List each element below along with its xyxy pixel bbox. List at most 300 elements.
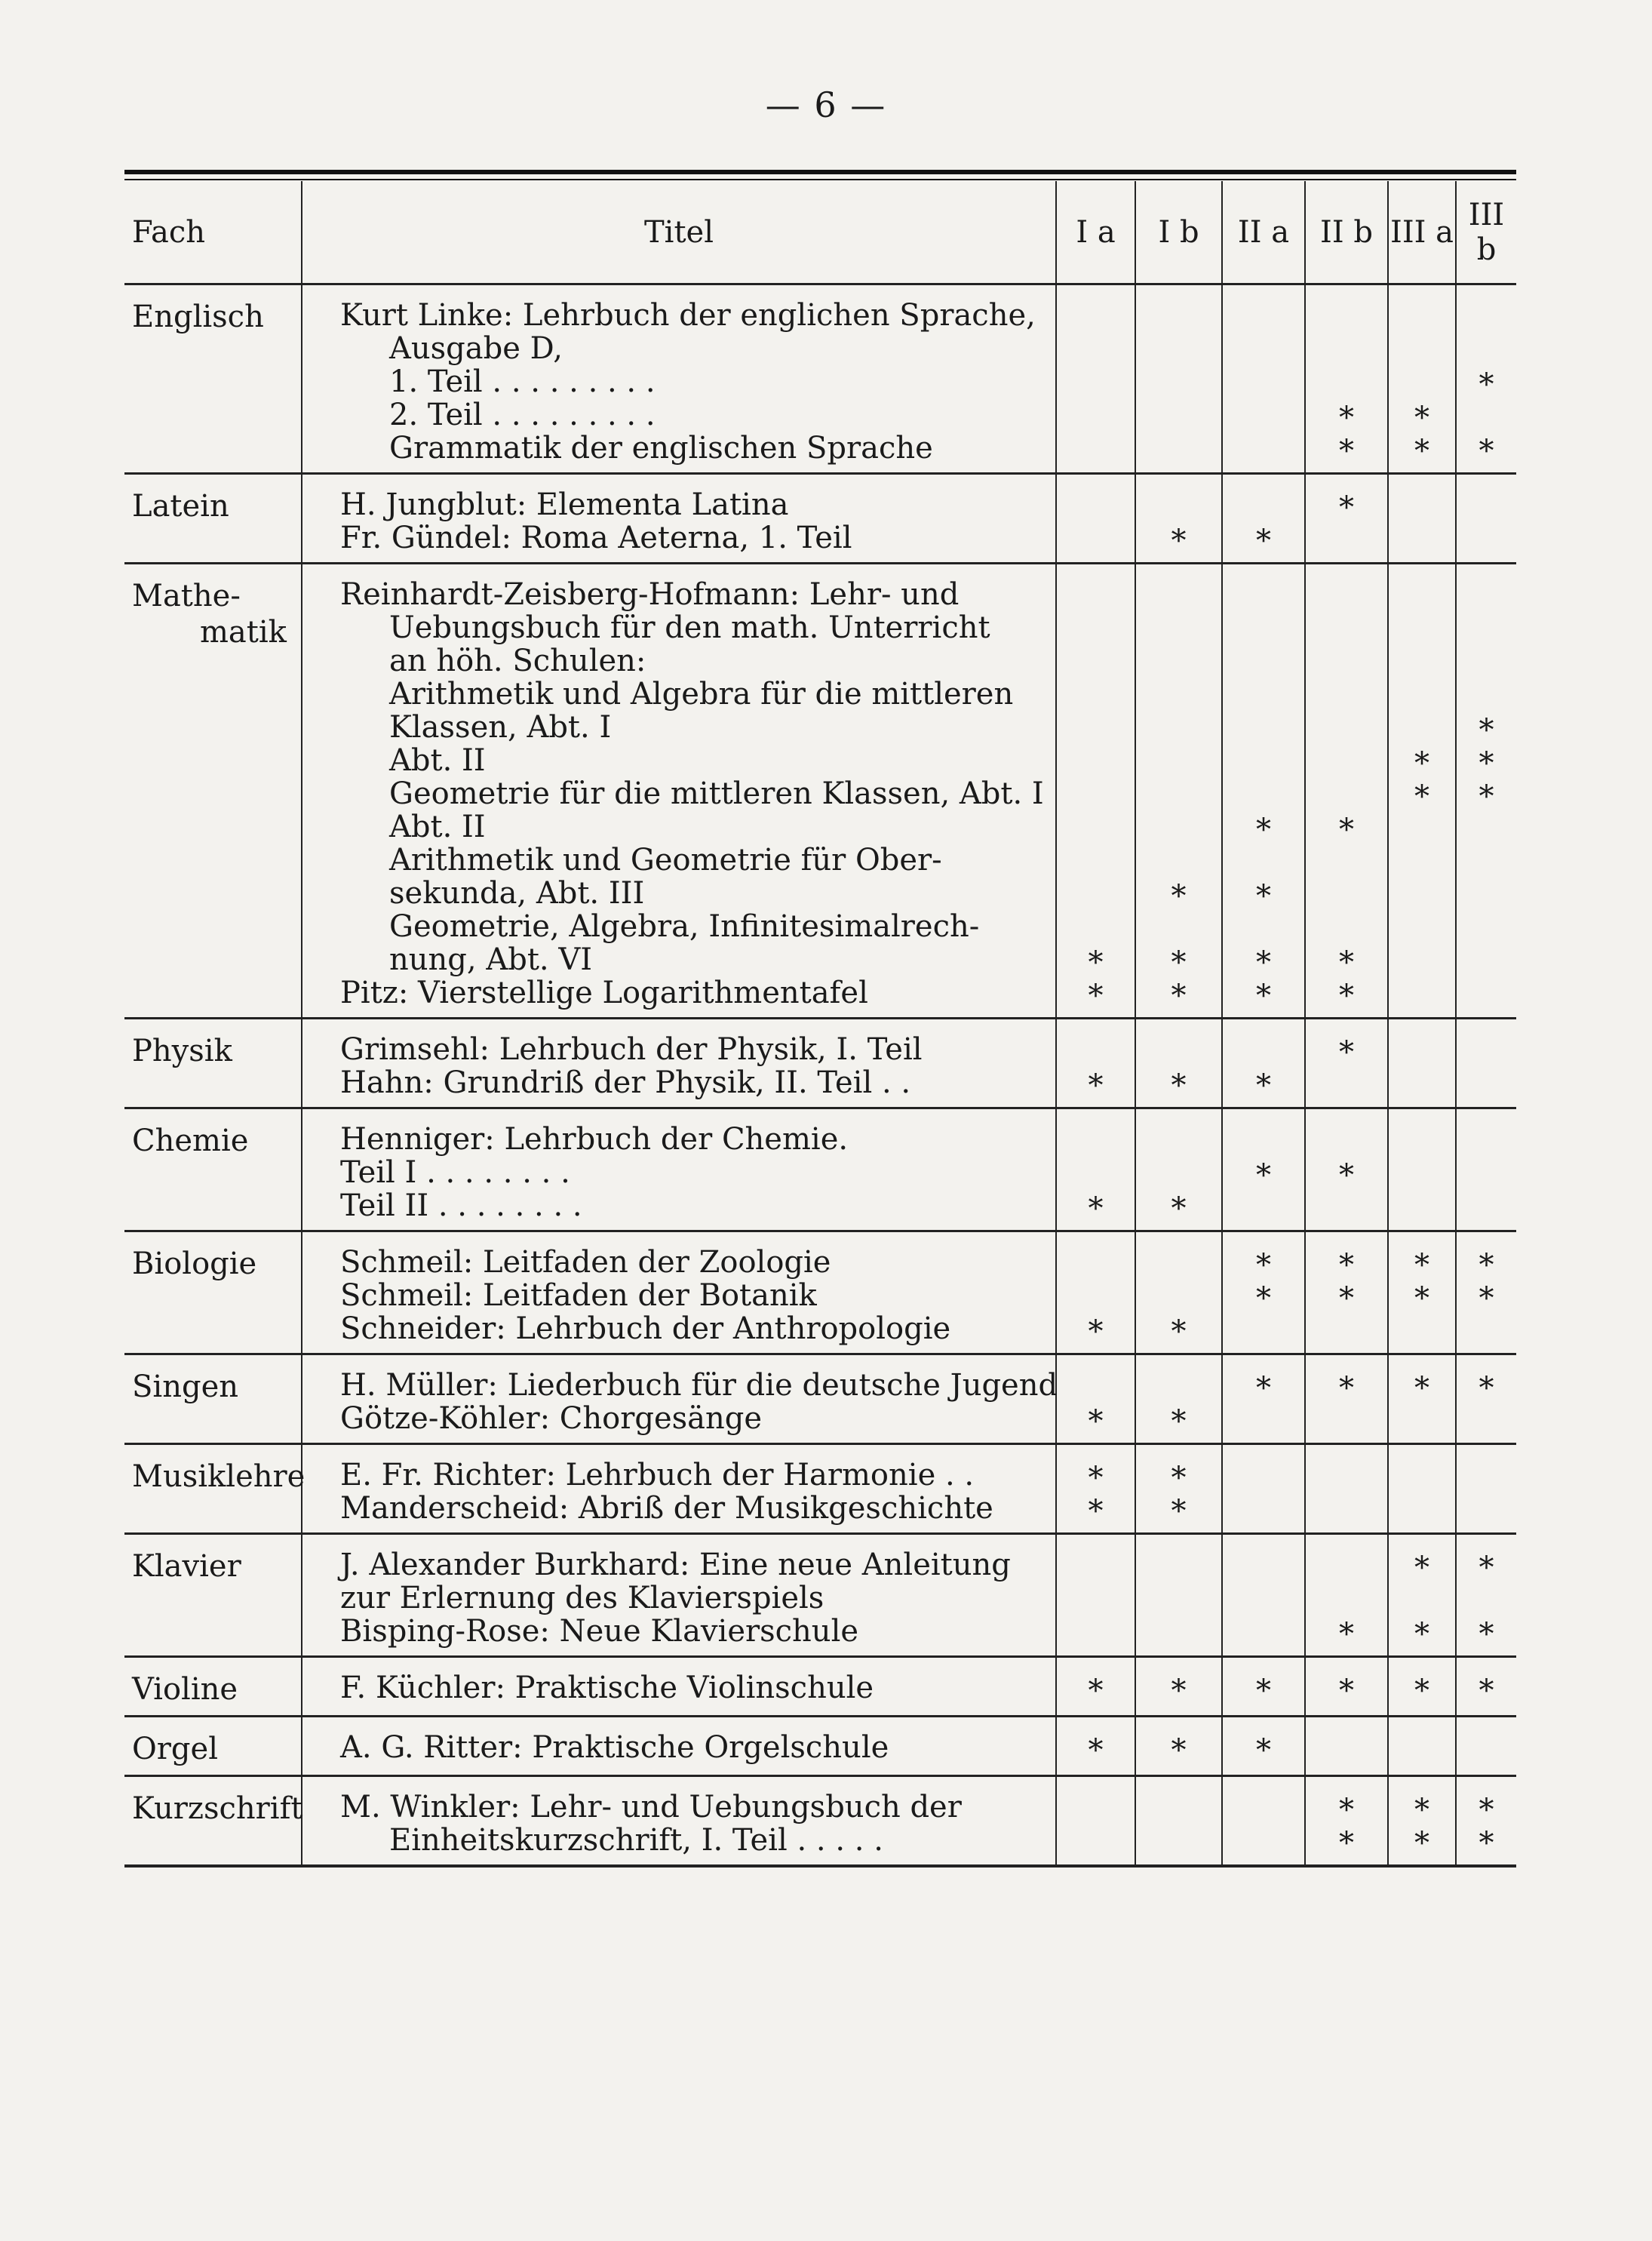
usage-mark (1136, 299, 1221, 332)
usage-mark (1457, 332, 1516, 365)
subject-name (124, 1108, 302, 1231)
usage-mark: * (1479, 1826, 1494, 1861)
usage-mark: * (1414, 1826, 1429, 1861)
usage-mark (1306, 521, 1387, 555)
usage-mark: * (1171, 1461, 1187, 1496)
usage-mark: * (1088, 1733, 1104, 1768)
usage-mark (1306, 711, 1387, 744)
usage-mark (1057, 1548, 1135, 1582)
usage-mark (1136, 1369, 1221, 1402)
usage-mark (1057, 678, 1135, 711)
usage-mark: * (1339, 813, 1354, 847)
usage-mark (1223, 1824, 1304, 1857)
usage-mark (1057, 711, 1135, 744)
usage-mark (1223, 1189, 1304, 1222)
class-column (1305, 284, 1388, 474)
usage-mark (1136, 1582, 1221, 1615)
usage-mark: * (1171, 1674, 1187, 1708)
class-column (1135, 284, 1222, 474)
usage-mark: * (1339, 1674, 1354, 1708)
class-column (1056, 474, 1135, 564)
usage-mark (1136, 1615, 1221, 1648)
usage-mark (1136, 1548, 1221, 1582)
usage-mark (1389, 1033, 1455, 1066)
class-column (1456, 1444, 1516, 1534)
usage-mark: * (1479, 1617, 1494, 1652)
table-top-rule (124, 170, 1516, 174)
usage-mark (1389, 1123, 1455, 1156)
usage-mark: * (1479, 1371, 1494, 1406)
usage-mark: * (1339, 1617, 1354, 1652)
usage-mark (1223, 1312, 1304, 1345)
class-column (1456, 1231, 1516, 1354)
usage-mark (1306, 1189, 1387, 1222)
book-title-line: H. Jungblut: Elementa Latina (340, 487, 789, 522)
usage-mark (1389, 1312, 1455, 1345)
usage-mark (1057, 1033, 1135, 1066)
subject-name-part: Biologie (132, 1247, 257, 1281)
class-column (1305, 1717, 1388, 1776)
usage-mark (1306, 1459, 1387, 1492)
usage-mark: * (1171, 1733, 1187, 1768)
class-column (1388, 1657, 1456, 1717)
usage-mark (1223, 1402, 1304, 1435)
class-column (1456, 474, 1516, 564)
usage-mark (1057, 644, 1135, 678)
class-column (1135, 1231, 1222, 1354)
usage-mark: * (1479, 434, 1494, 469)
usage-mark: * (1339, 1826, 1354, 1861)
book-titles (302, 1534, 1056, 1657)
usage-mark (1223, 365, 1304, 398)
class-column (1135, 1019, 1222, 1108)
class-column (1305, 1231, 1388, 1354)
class-column (1222, 1534, 1305, 1657)
usage-mark: * (1339, 1248, 1354, 1283)
subject-group (124, 474, 1516, 564)
usage-mark: * (1479, 1793, 1494, 1828)
class-column (1456, 284, 1516, 474)
page-number: — 6 — (765, 85, 887, 125)
usage-mark (1389, 1156, 1455, 1189)
book-titles (302, 474, 1056, 564)
subject-name-part: matik (200, 615, 287, 650)
class-column (1388, 1444, 1456, 1534)
table-top-rule-thin (124, 179, 1516, 180)
usage-mark (1057, 488, 1135, 521)
subject-name-part: Mathe- (132, 579, 241, 613)
book-title-line: Teil II . . . . . . . . (340, 1188, 582, 1223)
subject-name-part: Klavier (132, 1549, 241, 1584)
usage-mark: * (1339, 979, 1354, 1013)
usage-mark (1389, 910, 1455, 943)
usage-mark (1057, 521, 1135, 555)
book-titles (302, 564, 1056, 1019)
class-column (1135, 1776, 1222, 1867)
book-title-line: Götze-Köhler: Chorgesänge (340, 1401, 763, 1436)
usage-mark (1057, 1156, 1135, 1189)
usage-mark (1223, 1492, 1304, 1525)
usage-mark (1136, 578, 1221, 611)
usage-mark: * (1171, 524, 1187, 558)
usage-mark (1136, 644, 1221, 678)
usage-mark: * (1479, 746, 1494, 781)
usage-mark: * (1088, 979, 1104, 1013)
subject-group (124, 1657, 1516, 1717)
usage-mark (1136, 1123, 1221, 1156)
usage-mark (1057, 1791, 1135, 1824)
class-column (1305, 1444, 1388, 1534)
usage-mark (1306, 1123, 1387, 1156)
book-title-line: Abt. II (389, 810, 486, 844)
class-column (1222, 1108, 1305, 1231)
subject-name-part: Violine (132, 1672, 238, 1707)
subject-name-part: Orgel (132, 1732, 218, 1766)
class-column (1305, 1354, 1388, 1444)
usage-mark (1306, 1731, 1387, 1764)
usage-mark (1136, 432, 1221, 465)
usage-mark (1457, 1731, 1516, 1764)
usage-mark (1306, 332, 1387, 365)
class-column (1135, 1444, 1222, 1534)
subject-group (124, 1776, 1516, 1867)
usage-mark: * (1171, 979, 1187, 1013)
header-row (124, 181, 1516, 284)
usage-mark: * (1171, 1404, 1187, 1439)
usage-mark: * (1479, 1551, 1494, 1585)
usage-mark (1057, 1824, 1135, 1857)
usage-mark (1389, 299, 1455, 332)
usage-mark (1389, 644, 1455, 678)
subject-name (124, 564, 302, 1019)
usage-mark (1457, 810, 1516, 844)
usage-mark (1136, 910, 1221, 943)
book-title-line: Abt. II (389, 743, 486, 778)
usage-mark (1136, 1246, 1221, 1279)
usage-mark: * (1256, 813, 1271, 847)
usage-mark (1223, 1582, 1304, 1615)
book-titles (302, 284, 1056, 474)
usage-mark: * (1088, 945, 1104, 980)
usage-mark (1057, 299, 1135, 332)
usage-mark: * (1339, 401, 1354, 435)
usage-mark (1057, 365, 1135, 398)
book-title-line: Geometrie für die mittleren Klassen, Abt. I (389, 776, 1044, 811)
usage-mark (1057, 611, 1135, 644)
book-title-line: Pitz: Vierstellige Logarithmentafel (340, 976, 868, 1010)
usage-mark (1389, 1492, 1455, 1525)
usage-mark (1223, 678, 1304, 711)
usage-mark (1136, 488, 1221, 521)
usage-mark: * (1256, 524, 1271, 558)
book-title-line: Reinhardt-Zeisberg-Hofmann: Lehr- und (340, 577, 960, 612)
book-title-line: nung, Abt. VI (389, 942, 593, 977)
usage-mark (1389, 1459, 1455, 1492)
header-class: III b (1456, 181, 1516, 284)
class-column (1135, 474, 1222, 564)
book-titles (302, 1776, 1056, 1867)
class-column (1456, 1108, 1516, 1231)
class-column (1222, 284, 1305, 474)
header-class: I b (1135, 181, 1222, 284)
usage-mark (1136, 844, 1221, 877)
usage-mark (1457, 521, 1516, 555)
usage-mark (1389, 810, 1455, 844)
usage-mark: * (1339, 490, 1354, 525)
class-column (1056, 1534, 1135, 1657)
book-title-line: J. Alexander Burkhard: Eine neue Anleitung (340, 1548, 1011, 1582)
class-column (1056, 1444, 1135, 1534)
subject-name-part: Chemie (132, 1124, 249, 1158)
class-column (1222, 1776, 1305, 1867)
usage-mark (1457, 1459, 1516, 1492)
usage-mark (1457, 1582, 1516, 1615)
book-title-line: Grammatik der englischen Sprache (389, 431, 933, 466)
usage-mark (1057, 1246, 1135, 1279)
subject-name-part: Physik (132, 1034, 232, 1068)
usage-mark: * (1088, 1461, 1104, 1496)
usage-mark (1306, 299, 1387, 332)
class-column (1305, 1657, 1388, 1717)
usage-mark (1389, 1402, 1455, 1435)
usage-mark (1306, 611, 1387, 644)
usage-mark (1457, 1033, 1516, 1066)
usage-mark: * (1479, 367, 1494, 402)
usage-mark (1223, 488, 1304, 521)
usage-mark (1136, 678, 1221, 711)
book-title-line: Geometrie, Algebra, Infinitesimalrech- (389, 909, 980, 944)
usage-mark (1457, 299, 1516, 332)
usage-mark (1223, 1033, 1304, 1066)
usage-mark: * (1088, 1191, 1104, 1226)
usage-mark (1223, 299, 1304, 332)
usage-mark: * (1088, 1494, 1104, 1529)
usage-mark (1457, 398, 1516, 432)
usage-mark: * (1256, 1248, 1271, 1283)
header-class: III a (1388, 181, 1456, 284)
book-titles (302, 1019, 1056, 1108)
usage-mark: * (1256, 945, 1271, 980)
class-column (1388, 1108, 1456, 1231)
usage-mark (1136, 398, 1221, 432)
usage-mark: * (1256, 1158, 1271, 1193)
book-title-line: Einheitskurzschrift, I. Teil . . . . . (389, 1823, 883, 1858)
usage-mark: * (1414, 1281, 1429, 1316)
usage-mark (1136, 1033, 1221, 1066)
usage-mark (1306, 678, 1387, 711)
usage-mark (1306, 1548, 1387, 1582)
usage-mark (1136, 1156, 1221, 1189)
class-column (1056, 1776, 1135, 1867)
header-fach: Fach (124, 181, 302, 284)
usage-mark: * (1088, 1068, 1104, 1103)
usage-mark (1457, 1123, 1516, 1156)
usage-mark: * (1414, 1551, 1429, 1585)
usage-mark (1057, 398, 1135, 432)
usage-mark (1223, 578, 1304, 611)
subject-name (124, 1776, 302, 1867)
class-column (1388, 474, 1456, 564)
book-title-line: Klassen, Abt. I (389, 710, 612, 745)
book-title-line: Arithmetik und Algebra für die mittleren (389, 677, 1014, 712)
class-column (1056, 1108, 1135, 1231)
usage-mark (1057, 744, 1135, 777)
subject-name (124, 1717, 302, 1776)
class-column (1135, 1657, 1222, 1717)
usage-mark (1057, 1279, 1135, 1312)
usage-mark: * (1256, 879, 1271, 914)
subject-group (124, 564, 1516, 1019)
class-column (1388, 1717, 1456, 1776)
usage-mark (1457, 678, 1516, 711)
usage-mark (1057, 810, 1135, 844)
usage-mark (1306, 1582, 1387, 1615)
usage-mark (1389, 1582, 1455, 1615)
usage-mark (1389, 711, 1455, 744)
book-titles (302, 1354, 1056, 1444)
subject-name (124, 474, 302, 564)
usage-mark (1389, 488, 1455, 521)
class-column (1388, 1019, 1456, 1108)
class-column (1305, 1776, 1388, 1867)
usage-mark: * (1088, 1404, 1104, 1439)
usage-mark (1457, 844, 1516, 877)
usage-mark (1057, 1369, 1135, 1402)
book-title-line: Hahn: Grundriß der Physik, II. Teil . . (340, 1065, 911, 1100)
usage-mark (1389, 365, 1455, 398)
class-column (1056, 1657, 1135, 1717)
usage-mark (1136, 1279, 1221, 1312)
usage-mark (1457, 910, 1516, 943)
book-title-line: zur Erlernung des Klavierspiels (340, 1581, 824, 1615)
usage-mark (1136, 1791, 1221, 1824)
subject-group (124, 1354, 1516, 1444)
book-titles (302, 1108, 1056, 1231)
book-title-line: Fr. Gündel: Roma Aeterna, 1. Teil (340, 521, 852, 555)
usage-mark: * (1171, 1494, 1187, 1529)
usage-mark (1457, 611, 1516, 644)
class-column (1135, 564, 1222, 1019)
subject-name (124, 1657, 302, 1717)
subject-group (124, 1231, 1516, 1354)
usage-mark (1306, 910, 1387, 943)
class-column (1056, 1717, 1135, 1776)
class-column (1305, 564, 1388, 1019)
class-column (1305, 1534, 1388, 1657)
usage-mark: * (1414, 1617, 1429, 1652)
subject-name (124, 1354, 302, 1444)
class-column (1056, 1019, 1135, 1108)
class-column (1456, 1717, 1516, 1776)
usage-mark (1223, 1459, 1304, 1492)
usage-mark (1223, 398, 1304, 432)
subject-name-part: Musiklehre (132, 1459, 306, 1494)
class-column (1456, 1354, 1516, 1444)
usage-mark: * (1479, 1281, 1494, 1316)
subject-group (124, 284, 1516, 474)
subject-name (124, 1444, 306, 1534)
class-column (1388, 1231, 1456, 1354)
usage-mark (1457, 976, 1516, 1010)
subject-name-part: Kurzschrift (132, 1791, 303, 1826)
usage-mark (1306, 1492, 1387, 1525)
usage-mark: * (1171, 1314, 1187, 1349)
usage-mark (1389, 1731, 1455, 1764)
usage-mark: * (1414, 1674, 1429, 1708)
usage-mark (1057, 877, 1135, 910)
usage-mark: * (1256, 1733, 1271, 1768)
class-column (1056, 284, 1135, 474)
usage-mark: * (1414, 1371, 1429, 1406)
usage-mark: * (1339, 1035, 1354, 1070)
book-title-line: sekunda, Abt. III (389, 876, 645, 911)
class-column (1135, 1354, 1222, 1444)
usage-mark (1457, 1402, 1516, 1435)
book-title-line: Schmeil: Leitfaden der Zoologie (340, 1245, 831, 1280)
class-column (1305, 1108, 1388, 1231)
usage-mark (1306, 578, 1387, 611)
usage-mark (1306, 877, 1387, 910)
usage-mark (1389, 844, 1455, 877)
usage-mark: * (1479, 779, 1494, 814)
usage-mark (1057, 1615, 1135, 1648)
class-column (1456, 564, 1516, 1019)
book-title-line: 2. Teil . . . . . . . . . (389, 398, 656, 432)
usage-mark (1306, 1402, 1387, 1435)
class-column (1135, 1717, 1222, 1776)
class-column (1388, 1534, 1456, 1657)
usage-mark: * (1414, 434, 1429, 469)
usage-mark (1306, 1066, 1387, 1099)
usage-mark (1306, 644, 1387, 678)
header-class: II b (1305, 181, 1388, 284)
usage-mark (1457, 1312, 1516, 1345)
usage-mark: * (1479, 713, 1494, 748)
subject-name (124, 1534, 302, 1657)
usage-mark (1306, 777, 1387, 810)
class-column (1222, 1231, 1305, 1354)
class-column (1222, 1354, 1305, 1444)
subject-group (124, 1444, 1516, 1534)
usage-mark (1223, 1615, 1304, 1648)
usage-mark (1223, 644, 1304, 678)
usage-mark (1136, 611, 1221, 644)
usage-mark (1057, 910, 1135, 943)
class-column (1056, 1354, 1135, 1444)
header-class: I a (1056, 181, 1135, 284)
usage-mark (1223, 1791, 1304, 1824)
textbook-table (124, 181, 1516, 1868)
usage-mark (1306, 365, 1387, 398)
usage-mark (1057, 432, 1135, 465)
usage-mark (1389, 943, 1455, 976)
book-titles (302, 1444, 1056, 1534)
book-titles (302, 1657, 1056, 1717)
book-title-line: F. Küchler: Praktische Violinschule (340, 1671, 874, 1705)
usage-mark (1223, 844, 1304, 877)
book-title-line: E. Fr. Richter: Lehrbuch der Harmonie . . (340, 1458, 975, 1492)
usage-mark: * (1339, 434, 1354, 469)
book-title-line: A. G. Ritter: Praktische Orgelschule (340, 1730, 889, 1765)
usage-mark (1389, 1189, 1455, 1222)
class-column (1222, 1019, 1305, 1108)
usage-mark (1457, 877, 1516, 910)
usage-mark: * (1171, 1191, 1187, 1226)
usage-mark: * (1256, 1068, 1271, 1103)
book-titles (302, 1717, 1056, 1776)
class-column (1456, 1019, 1516, 1108)
usage-mark: * (1171, 879, 1187, 914)
